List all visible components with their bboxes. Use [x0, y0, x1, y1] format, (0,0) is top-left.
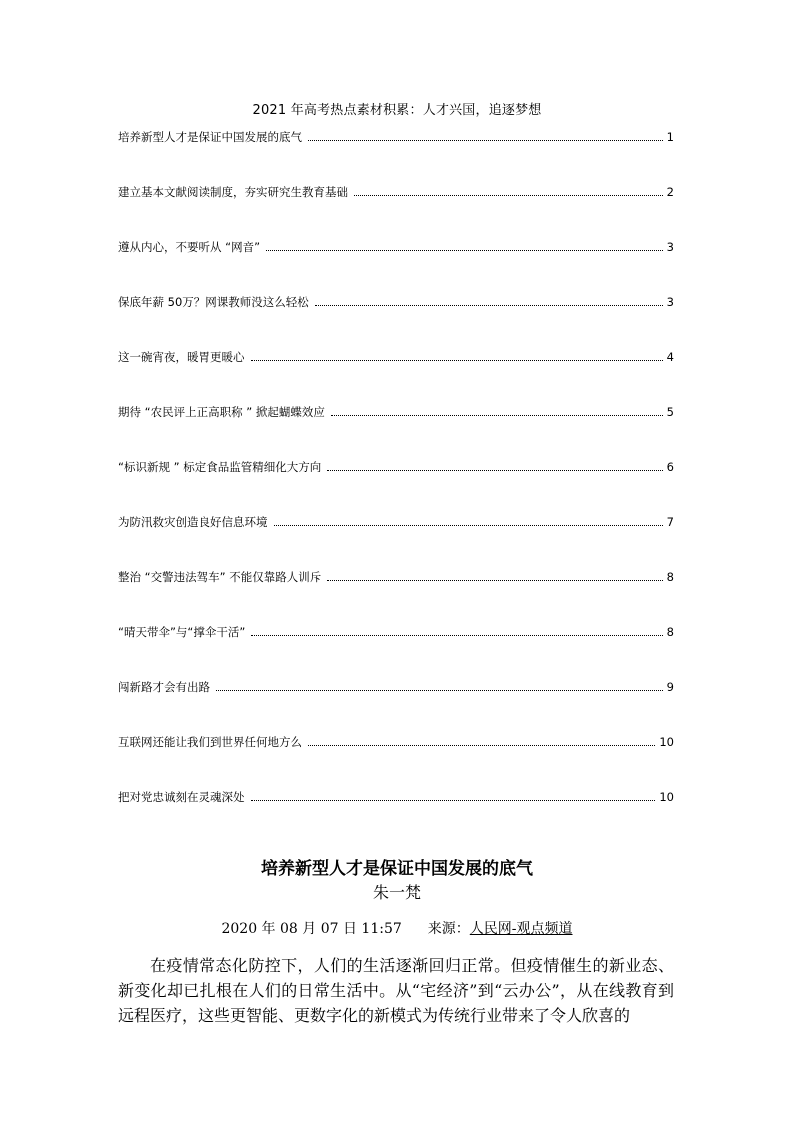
toc-title: 2021 年高考热点素材积累：人才兴国，追逐梦想 [252, 103, 542, 118]
toc-entry[interactable] [118, 128, 674, 183]
source-label: 来源： [427, 921, 470, 937]
toc-leader-dots [251, 635, 662, 636]
toc-entry-text: 这一碗宵夜，暖胃更暖心 [118, 350, 245, 364]
toc-entry[interactable] [118, 403, 674, 458]
table-of-contents [118, 128, 674, 843]
toc-entry-text: “标识新规 ” 标定食品监管精细化大方向 [118, 460, 322, 474]
toc-leader-dots [308, 745, 655, 746]
toc-entry-page: 8 [666, 570, 674, 584]
toc-entry-page: 3 [666, 295, 674, 309]
toc-entry-page: 10 [659, 735, 674, 749]
toc-entry-page: 3 [666, 240, 674, 254]
toc-entry[interactable] [118, 293, 674, 348]
toc-leader-dots [354, 195, 663, 196]
toc-leader-dots [327, 470, 662, 471]
toc-entry-text: 整治 “交警违法驾车” 不能仅靠路人训斥 [118, 570, 322, 584]
toc-entry[interactable] [118, 348, 674, 403]
toc-leader-dots [251, 360, 663, 361]
toc-entry-page: 5 [666, 405, 674, 419]
toc-entry[interactable] [118, 238, 674, 293]
toc-entry[interactable] [118, 458, 674, 513]
article-author: 朱一梵 [372, 883, 421, 902]
toc-leader-dots [251, 800, 656, 801]
toc-entry-page: 9 [666, 680, 674, 694]
toc-leader-dots [308, 140, 663, 141]
toc-entry-text: “晴天带伞”与“撑伞干活” [118, 625, 246, 639]
toc-entry-text: 期待 “农民评上正高职称 ” 掀起蝴蝶效应 [118, 405, 325, 419]
article-date: 2020 年 08 月 07 日 11:57 [221, 921, 402, 937]
toc-entry-text: 培养新型人才是保证中国发展的底气 [118, 130, 302, 144]
toc-leader-dots [266, 250, 663, 251]
toc-leader-dots [274, 525, 663, 526]
article-paragraph: 在疫情常态化防控下，人们的生活逐渐回归正常。但疫情催生的新业态、新变化却已扎根在人们的日常生活中。从“宅经济”到“云办公”，从在线教育到远程医疗，这些更智能、更数字化的新模式为传统行业带来了令人欣喜的 [118, 956, 674, 1025]
toc-leader-dots [331, 415, 663, 416]
toc-leader-dots [327, 580, 662, 581]
source-link[interactable]: 人民网-观点频道 [469, 921, 573, 937]
toc-entry-page: 1 [666, 130, 674, 144]
toc-entry-page: 6 [666, 460, 674, 474]
toc-entry[interactable] [118, 623, 674, 678]
toc-leader-dots [315, 305, 663, 306]
toc-leader-dots [216, 690, 663, 691]
toc-entry-text: 保底年薪 50万？网课教师没这么轻松 [118, 295, 309, 309]
toc-entry[interactable] [118, 513, 674, 568]
toc-entry-text: 把对党忠诚刻在灵魂深处 [118, 790, 245, 804]
toc-entry-text: 为防汛救灾创造良好信息环境 [118, 515, 268, 529]
toc-entry-page: 10 [659, 790, 674, 804]
toc-entry[interactable] [118, 733, 674, 788]
toc-entry-page: 4 [666, 350, 674, 364]
toc-entry[interactable] [118, 183, 674, 238]
toc-entry-text: 建立基本文献阅读制度，夯实研究生教育基础 [118, 185, 348, 199]
article-meta [0, 918, 794, 938]
toc-entry-page: 8 [666, 625, 674, 639]
toc-entry-page: 2 [666, 185, 674, 199]
toc-entry[interactable] [118, 788, 674, 843]
toc-entry-page: 7 [666, 515, 674, 529]
toc-entry-text: 闯新路才会有出路 [118, 680, 210, 694]
toc-entry[interactable] [118, 678, 674, 733]
toc-entry-text: 互联网还能让我们到世界任何地方么 [118, 735, 302, 749]
article-title: 培养新型人才是保证中国发展的底气 [261, 859, 533, 879]
toc-entry[interactable] [118, 568, 674, 623]
toc-entry-text: 遵从内心，不要听从 “网音” [118, 240, 261, 254]
